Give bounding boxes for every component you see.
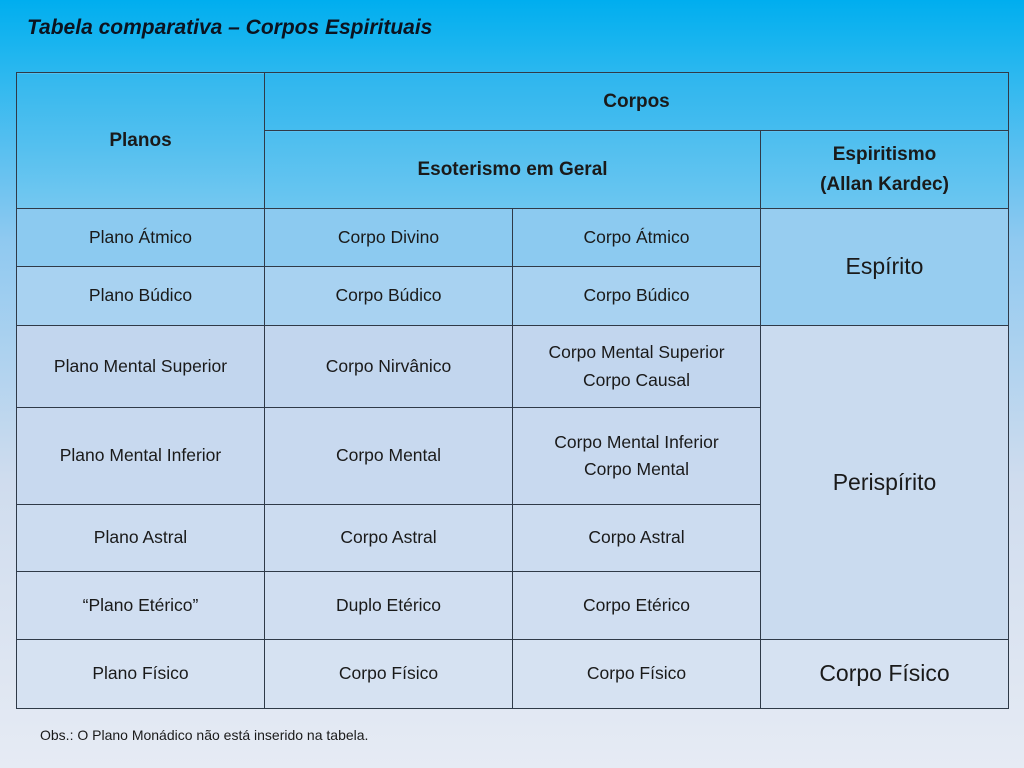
cell-plano: Plano Átmico [17,209,265,267]
cell-esoterismo-2: Corpo Físico [513,640,761,709]
cell-esoterismo-1: Corpo Nirvânico [265,326,513,408]
cell-plano: “Plano Etérico” [17,572,265,640]
table-row [17,209,1009,267]
cell-esoterismo-2: Corpo Etérico [513,572,761,640]
cell-esoterismo-2: Corpo Astral [513,505,761,572]
cell-plano: Plano Mental Superior [17,326,265,408]
cell-line: Corpo Mental [583,459,690,479]
table-row [17,326,1009,408]
cell-corpo-fisico: Corpo Físico [761,640,1009,709]
cell-esoterismo-1: Corpo Físico [265,640,513,709]
cell-espirito: Espírito [761,209,1009,326]
cell-esoterismo-1: Duplo Etérico [265,572,513,640]
slide-title: Tabela comparativa – Corpos Espirituais [27,16,433,39]
cell-esoterismo-1: Corpo Divino [265,209,513,267]
cell-esoterismo-1: Corpo Astral [265,505,513,572]
cell-esoterismo-1: Corpo Mental [265,408,513,505]
cell-line: Corpo Causal [583,369,690,390]
cell-esoterismo-2: Corpo Búdico [513,267,761,326]
table-row [17,640,1009,709]
cell-plano: Plano Búdico [17,267,265,326]
cell-plano: Plano Astral [17,505,265,572]
header-espiritismo-line1: Espiritismo [832,144,937,166]
cell-esoterismo-2 [513,326,761,408]
header-espiritismo-line2: (Allan Kardec) [820,173,949,195]
header-corpos: Corpos [265,73,1009,131]
cell-esoterismo-1: Corpo Búdico [265,267,513,326]
cell-plano: Plano Mental Inferior [17,408,265,505]
cell-plano: Plano Físico [17,640,265,709]
cell-line: Corpo Mental Inferior [554,431,719,452]
footnote: Obs.: O Plano Monádico não está inserido na tabela. [40,727,369,743]
cell-perispirito: Perispírito [761,326,1009,640]
comparison-table [16,72,1009,709]
header-espiritismo [761,131,1009,209]
cell-esoterismo-2: Corpo Átmico [513,209,761,267]
header-esoterismo: Esoterismo em Geral [265,131,761,209]
header-planos: Planos [17,73,265,209]
cell-esoterismo-2 [513,408,761,505]
cell-line: Corpo Mental Superior [548,342,725,363]
